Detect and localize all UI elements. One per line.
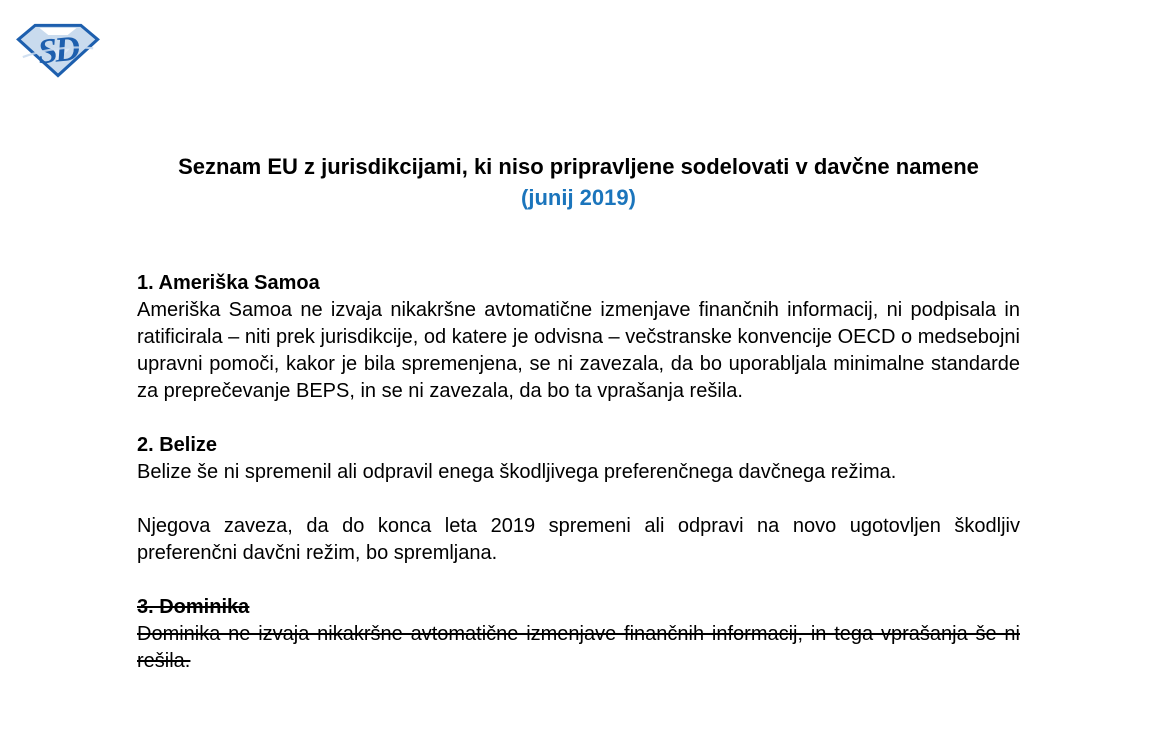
sd-party-logo bbox=[14, 21, 102, 79]
section-paragraph: Dominika ne izvaja nikakršne avtomatične izmenjave finančnih informacij, in tega vprašanja še ni rešila. bbox=[137, 623, 1020, 672]
logo-letters: SD bbox=[35, 28, 80, 72]
section-paragraph: Belize še ni spremenil ali odpravil enega škodljivega preferenčnega davčnega režima. bbox=[137, 461, 897, 483]
section-heading: 2. Belize bbox=[137, 434, 218, 456]
document-title: Seznam EU z jurisdikcijami, ki niso pripravljene sodelovati v davčne namene bbox=[178, 154, 979, 179]
section-belize bbox=[137, 432, 1020, 567]
section-paragraph: Njegova zaveza, da do konca leta 2019 spremeni ali odpravi na novo ugotovljen škodljiv preferenčni davčni režim, bo spremljana. bbox=[137, 515, 1020, 564]
document-content bbox=[137, 0, 1020, 675]
section-dominika bbox=[137, 594, 1020, 675]
sd-diamond-icon bbox=[14, 21, 102, 79]
section-paragraph: Ameriška Samoa ne izvaja nikakršne avtomatične izmenjave finančnih informacij, ni podpisala in ratificirala – niti prek jurisdikcije, od katere je odvisna – večstranske konvencije OECD o medsebojni upravni pomoči, kakor je bila spremenjena, se ni zavezala, da bo uporabljala minimalne standarde za preprečevanje BEPS, in se ni zavezala, da bo ta vprašanja rešila. bbox=[137, 299, 1020, 402]
document-subtitle: (junij 2019) bbox=[521, 185, 636, 210]
section-heading: 3. Dominika bbox=[137, 596, 250, 618]
section-heading: 1. Ameriška Samoa bbox=[137, 272, 320, 294]
section-ameriska-samoa bbox=[137, 270, 1020, 405]
